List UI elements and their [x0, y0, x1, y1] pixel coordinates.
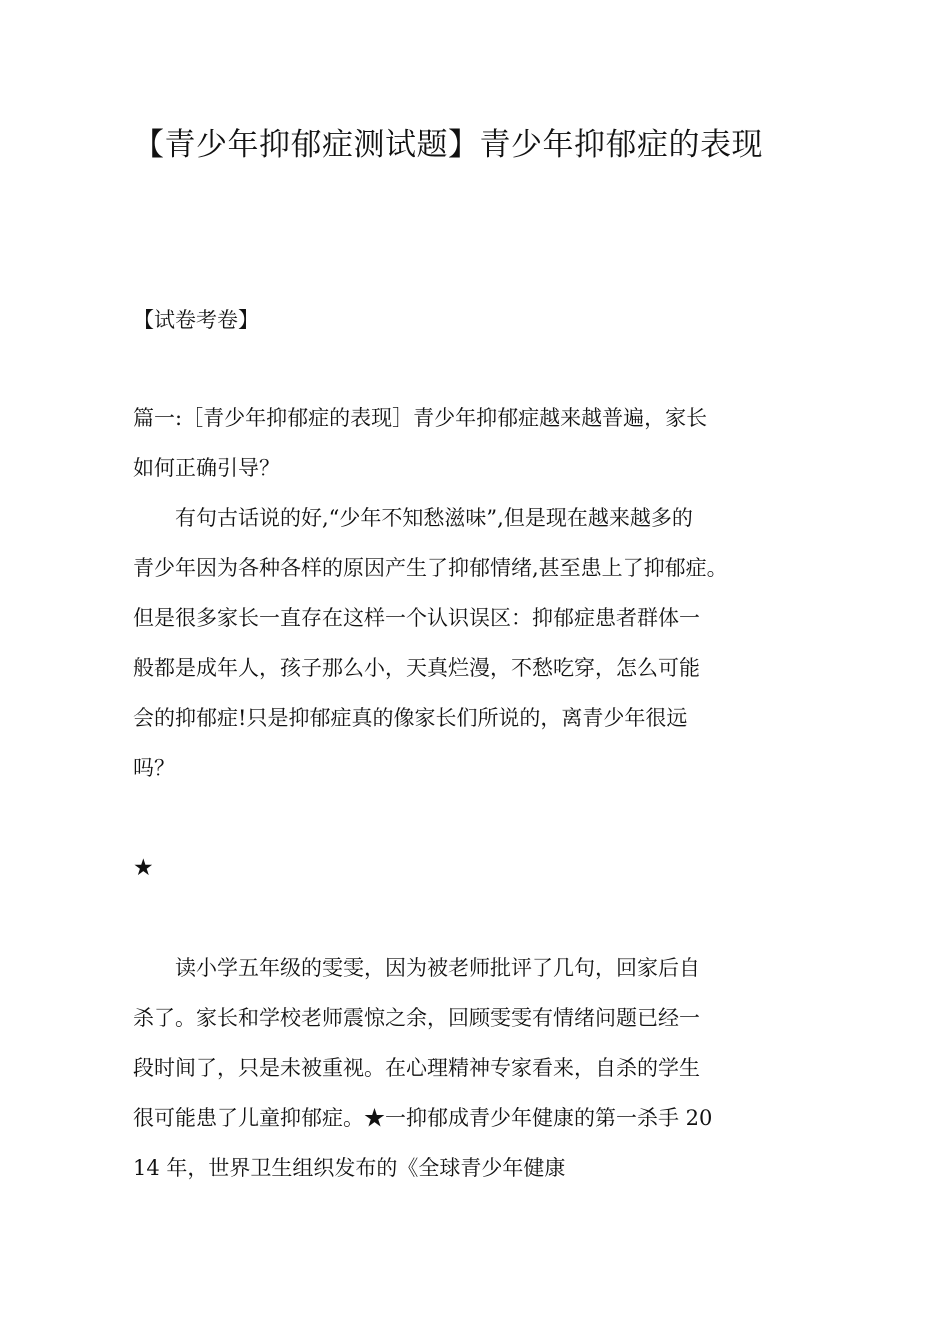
- paragraph-2-line-3: 段时间了，只是未被重视。在心理精神专家看来，自杀的学生: [133, 1056, 700, 1080]
- paragraph-2-line-4: 很可能患了儿童抑郁症。★一抑郁成青少年健康的第一杀手 20: [133, 1106, 713, 1130]
- paragraph-2-line-5: 14 年，世界卫生组织发布的《全球青少年健康: [133, 1156, 566, 1180]
- star-divider: ★: [133, 855, 154, 881]
- paragraph-1-line-5: 会的抑郁症!只是抑郁症真的像家长们所说的，离青少年很远: [133, 706, 688, 730]
- section-label: 【试卷考卷】: [133, 308, 259, 332]
- section-1-heading-line-2: 如何正确引导？: [133, 456, 280, 480]
- paragraph-2-line-1: 读小学五年级的雯雯，因为被老师批评了几句，回家后自: [133, 956, 700, 980]
- paragraph-2-line-2: 杀了。家长和学校老师震惊之余，回顾雯雯有情绪问题已经一: [133, 1006, 700, 1030]
- paragraph-1-line-3: 但是很多家长一直存在这样一个认识误区：抑郁症患者群体一: [133, 606, 700, 630]
- paragraph-1-line-4: 般都是成年人，孩子那么小，天真烂漫，不愁吃穿，怎么可能: [133, 656, 700, 680]
- document-title: 【青少年抑郁症测试题】青少年抑郁症的表现: [133, 127, 763, 163]
- paragraph-1-line-1: 有句古话说的好,“少年不知愁滋味”,但是现在越来越多的: [133, 506, 693, 530]
- section-1-heading-line-1: 篇一:［青少年抑郁症的表现］青少年抑郁症越来越普遍，家长: [133, 406, 708, 430]
- paragraph-1-line-6: 吗？: [133, 756, 175, 780]
- paragraph-1-line-2: 青少年因为各种各样的原因产生了抑郁情绪,甚至患上了抑郁症。: [133, 556, 728, 580]
